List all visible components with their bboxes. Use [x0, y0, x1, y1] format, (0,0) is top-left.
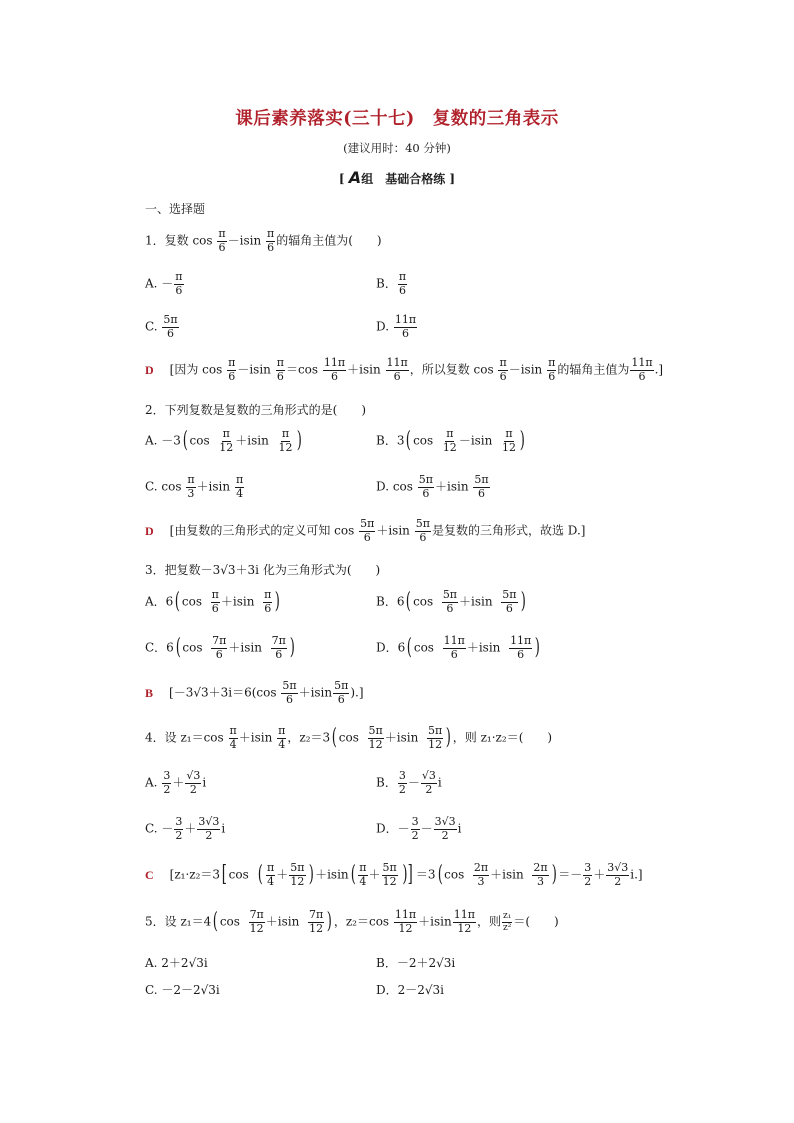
- q2-stem: 2．下列复数是复数的三角形式的是( ): [145, 403, 366, 417]
- q4-option-c[interactable]: C. － $\frac{3}{2}$ ＋ $\frac{3√3}{2}$ i: [145, 815, 226, 842]
- page-title: 课后素养落实(三十七) 复数的三角表示: [235, 109, 559, 129]
- q1-option-c[interactable]: C. $\frac{5\pi}{6}$: [145, 313, 178, 340]
- q1-answer: D [因为 cos $\frac{\pi}{6}$ －isin $\frac{\pi}{6}$ ＝cos $\frac{11\pi}{6}$ ＋isin $\frac{11\pi}{6}$ ，所以复数 cos $\frac{\pi}{6}$ －isin $\frac{\pi}{6}$ 的辐角主值为 $\frac{11\pi}{6}$ .]: [145, 356, 664, 383]
- q5-option-b[interactable]: B．－2＋2√3i: [376, 956, 456, 970]
- q4-option-a[interactable]: A. $\frac{3}{2}$ ＋ $\frac{√3}{2}$ i: [145, 769, 207, 796]
- q1-option-d[interactable]: D. $\frac{11\pi}{6}$: [376, 313, 417, 340]
- q1-stem: 1．复数 cos $\frac{\pi}{6}$ －isin $\frac{\pi}{6}$ 的辐角主值为( ): [145, 227, 382, 254]
- q1-option-a[interactable]: A. － $\frac{\pi}{6}$: [145, 270, 183, 297]
- q3-option-a[interactable]: A．6( cos $\frac{\pi}{6}$ ＋isin $\frac{\pi}{6}$ ): [145, 588, 281, 615]
- q3-option-b[interactable]: B．6( cos $\frac{5\pi}{6}$ ＋isin $\frac{5\pi}{6}$ ): [376, 588, 526, 615]
- group-a-letter: A: [348, 168, 362, 187]
- q2-option-d[interactable]: D. cos $\frac{5\pi}{6}$ ＋isin $\frac{5\pi}{6}$: [376, 473, 489, 500]
- q5-option-a[interactable]: A. 2＋2√3i: [145, 956, 208, 970]
- q3-stem: 3．把复数－3√3＋3i 化为三角形式为( ): [145, 563, 381, 577]
- group-heading: [0, 168, 794, 187]
- q3-option-d[interactable]: D．6( cos $\frac{11\pi}{6}$ ＋isin $\frac{11\pi}{6}$ ): [376, 634, 541, 661]
- page-subtitle: (建议用时：40 分钟): [343, 141, 451, 155]
- q5-stem: 5．设 z₁＝4( cos $\frac{7\pi}{12}$ ＋isin $\frac{7\pi}{12}$ ) ，z₂＝cos $\frac{11\pi}{12}$ ＋isin $\frac{11\pi}{12}$ ，则 $\frac{\text{z₁}}{\text{z²}}$ ＝( ): [145, 908, 559, 935]
- q3-answer: B [－3√3＋3i＝6(cos $\frac{5\pi}{6}$ ＋isin $\frac{5\pi}{6}$ ).]: [145, 679, 364, 706]
- q4-stem: 4．设 z₁＝cos $\frac{\pi}{4}$ ＋isin $\frac{\pi}{4}$ ，z₂＝3( cos $\frac{5\pi}{12}$ ＋isin $\frac{5\pi}{12}$ ) ，则 z₁·z₂＝( ): [145, 724, 553, 751]
- q2-option-a[interactable]: A. －3( cos $\frac{\pi}{12}$ ＋isin $\frac{\pi}{12}$ ): [145, 427, 302, 454]
- q4-option-d[interactable]: D．－ $\frac{3}{2}$ － $\frac{3√3}{2}$ i: [376, 815, 462, 842]
- q2-option-b[interactable]: B．3( cos $\frac{\pi}{12}$ －isin $\frac{\pi}{12}$ ): [376, 427, 525, 454]
- q4-option-b[interactable]: B． $\frac{3}{2}$ － $\frac{√3}{2}$ i: [376, 769, 442, 796]
- q2-answer: D [由复数的三角形式的定义可知 cos $\frac{5\pi}{6}$ ＋isin $\frac{5\pi}{6}$ 是复数的三角形式，故选 D.]: [145, 517, 586, 544]
- q3-option-c[interactable]: C．6( cos $\frac{7\pi}{6}$ ＋isin $\frac{7\pi}{6}$ ): [145, 634, 295, 661]
- q5-option-d[interactable]: D．2－2√3i: [376, 983, 445, 997]
- q1-option-b[interactable]: B． $\frac{\pi}{6}$: [376, 270, 407, 297]
- group-label: 组 基础合格练: [361, 172, 446, 186]
- group-close-bracket: ]: [449, 172, 456, 186]
- section-heading: 一、选择题: [145, 202, 206, 216]
- q4-answer: C [z₁·z₂＝3[ cos ( $\frac{\pi}{4}$ ＋ $\frac{5\pi}{12}$ ) ＋isin( $\frac{\pi}{4}$ ＋ $\frac{5\pi}{12}$ )] ＝3( cos $\frac{2\pi}{3}$ ＋isin $\frac{2\pi}{3}$ ) ＝－ $\frac{3}{2}$ ＋ $\frac{3√3}{2}$ i.]: [145, 861, 643, 888]
- q2-option-c[interactable]: C. cos $\frac{\pi}{3}$ ＋isin $\frac{\pi}{4}$: [145, 473, 244, 500]
- group-open-bracket: [: [338, 172, 345, 186]
- q5-option-c[interactable]: C. －2－2√3i: [145, 983, 220, 997]
